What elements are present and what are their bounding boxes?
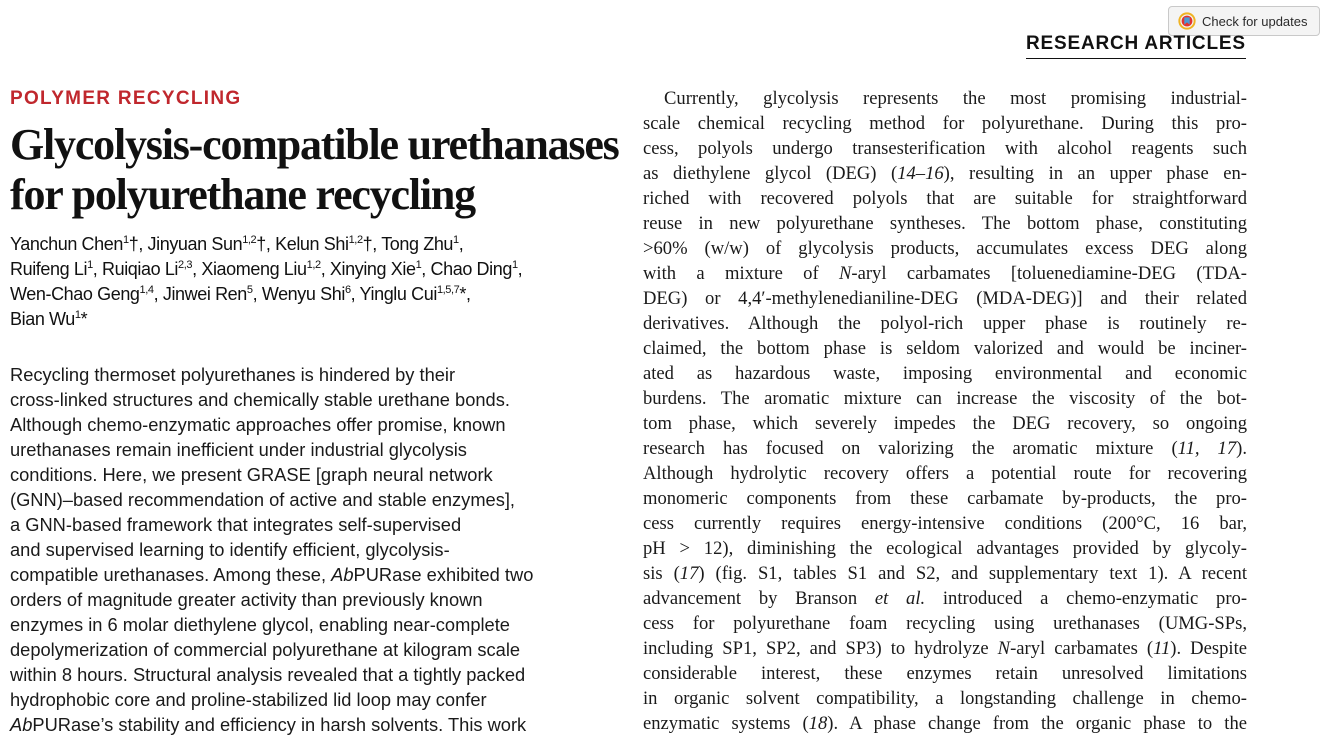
author-affiliation: 1 xyxy=(415,259,422,271)
abstract-line: hydrophobic core and proline-stabilized lid loop may confer xyxy=(10,689,487,710)
body-line: cess, polyols undergo transesterification with alcohol reagents such xyxy=(643,138,1247,159)
author-affiliation: 1 xyxy=(511,259,518,271)
body-line: reuse in new polyurethane syntheses. The bottom phase, constituting xyxy=(643,213,1247,234)
check-for-updates-label: Check for updates xyxy=(1202,13,1308,29)
body-line: advancement by Branson et al. introduced a chemo-enzymatic pro- xyxy=(643,588,1248,609)
author-affiliation: 5 xyxy=(246,284,253,296)
author-name[interactable]: Kelun Shi$^{1,2}$† xyxy=(275,234,373,254)
abstract-line: Recycling thermoset polyurethanes is hindered by their xyxy=(10,364,456,385)
author-line: Ruifeng Li$^1$, Ruiqiao Li$^{2,3}$, Xiaomeng Liu$^{1,2}$, Xinying Xie$^1$, Chao Ding$^1$, xyxy=(10,259,523,279)
abstract-line: orders of magnitude greater activity than previously known xyxy=(10,589,483,610)
author-name[interactable]: Xinying Xie$^1$ xyxy=(329,259,422,279)
subject-kicker: POLYMER RECYCLING xyxy=(10,88,242,109)
body-line: >60% (w/w) of glycolysis products, accumulates excess DEG along xyxy=(643,238,1247,259)
left-column xyxy=(10,86,619,737)
abstract xyxy=(10,362,580,737)
abstract-line: cross-linked structures and chemically stable urethane bonds. xyxy=(10,389,510,410)
author-name[interactable]: Chao Ding$^1$ xyxy=(430,259,518,279)
body-line: tom phase, which severely impedes the DEG recovery, so ongoing xyxy=(643,413,1247,434)
author-affiliation: 1 xyxy=(74,309,81,321)
abstract-line: AbPURase’s stability and efficiency in harsh solvents. This work xyxy=(10,714,527,735)
title-line: for polyurethane recycling xyxy=(10,170,475,219)
body-line: Currently, glycolysis represents the most promising industrial- xyxy=(664,88,1247,109)
check-for-updates-button[interactable] xyxy=(1168,6,1320,36)
body-line: enzymatic systems (18). A phase change from the organic phase to the xyxy=(643,713,1248,734)
abstract-line: within 8 hours. Structural analysis revealed that a tightly packed xyxy=(10,664,526,685)
body-line: riched with recovered polyols that are suitable for straightforward xyxy=(643,188,1247,209)
abstract-line: urethanases remain inefficient under industrial glycolysis xyxy=(10,439,467,460)
abstract-line: and supervised learning to identify efficient, glycolysis- xyxy=(10,539,450,560)
author-name[interactable]: Jinyuan Sun$^{1,2}$† xyxy=(147,234,266,254)
author-name[interactable]: Ruifeng Li$^1$ xyxy=(10,259,93,279)
author-affiliation: 6 xyxy=(344,284,351,296)
author-affiliation: 1 xyxy=(122,234,129,246)
author-affiliation: 1,2 xyxy=(242,234,257,246)
body-line: cess for polyurethane foam recycling using urethanases (UMG-SPs, xyxy=(643,613,1247,634)
author-name[interactable]: Yinglu Cui$^{1,5,7}$* xyxy=(359,284,467,304)
author-line: Yanchun Chen$^1$†, Jinyuan Sun$^{1,2}$†, Kelun Shi$^{1,2}$†, Tong Zhu$^1$, xyxy=(10,234,464,254)
author-affiliation: 1,2 xyxy=(306,259,321,271)
article-title xyxy=(10,120,619,220)
author-name[interactable]: Xiaomeng Liu$^{1,2}$ xyxy=(201,259,321,279)
author-name[interactable]: Yanchun Chen$^1$† xyxy=(10,234,139,254)
body-line: DEG) or 4,4′-methylenedianiline-DEG (MDA-DEG)] and their related xyxy=(643,288,1247,309)
body-line: burdens. The aromatic mixture can increase the viscosity of the bot- xyxy=(643,388,1247,409)
author-line: Wen-Chao Geng$^{1,4}$, Jinwei Ren$^5$, Wenyu Shi$^6$, Yinglu Cui$^{1,5,7}$*, xyxy=(10,284,471,304)
body-line: scale chemical recycling method for polyurethane. During this pro- xyxy=(643,113,1247,134)
author-name[interactable]: Wenyu Shi$^6$ xyxy=(261,284,351,304)
body-line: pH > 12), diminishing the ecological advantages provided by glycoly- xyxy=(643,538,1247,559)
author-name[interactable]: Jinwei Ren$^5$ xyxy=(162,284,253,304)
abstract-line: Although chemo-enzymatic approaches offer promise, known xyxy=(10,414,506,435)
body-text-column xyxy=(643,86,1247,736)
body-line: considerable interest, these enzymes retain unresolved limitations xyxy=(643,663,1247,684)
crossmark-icon xyxy=(1178,12,1196,30)
body-line: as diethylene glycol (DEG) (14–16), resulting in an upper phase en- xyxy=(643,163,1247,184)
author-affiliation: 1,4 xyxy=(139,284,154,296)
body-line: with a mixture of N-aryl carbamates [toluenediamine-DEG (TDA- xyxy=(643,263,1247,284)
author-affiliation: 1 xyxy=(87,259,93,271)
abstract-line: a GNN-based framework that integrates self-supervised xyxy=(10,514,462,535)
abstract-line: compatible urethanases. Among these, AbPURase exhibited two xyxy=(10,564,534,585)
body-line: sis (17) (fig. S1, tables S1 and S2, and supplementary text 1). A recent xyxy=(643,563,1247,584)
author-list xyxy=(10,232,580,332)
author-name[interactable]: Bian Wu$^1$* xyxy=(10,309,88,329)
abstract-line: conditions. Here, we present GRASE [graph neural network xyxy=(10,464,493,485)
author-name[interactable]: Wen-Chao Geng$^{1,4}$ xyxy=(10,284,154,304)
author-affiliation: 1,5,7 xyxy=(436,284,460,296)
body-line: cess currently requires energy-intensive conditions (200°C, 16 bar, xyxy=(643,513,1247,534)
section-label: RESEARCH ARTICLES xyxy=(1026,33,1246,59)
author-line xyxy=(10,307,580,332)
body-line: in organic solvent compatibility, a longstanding challenge in chemo- xyxy=(643,688,1247,709)
author-affiliation: 1,2 xyxy=(348,234,363,246)
abstract-line: depolymerization of commercial polyurethane at kilogram scale xyxy=(10,639,521,660)
author-affiliation: 2,3 xyxy=(178,259,193,271)
abstract-line: enzymes in 6 molar diethylene glycol, enabling near-complete xyxy=(10,614,510,635)
title-line: Glycolysis-compatible urethanases xyxy=(10,120,619,169)
abstract-line: (GNN)–based recommendation of active and stable enzymes], xyxy=(10,489,516,510)
body-line: monomeric components from these carbamate by-products, the pro- xyxy=(643,488,1247,509)
author-name[interactable]: Ruiqiao Li$^{2,3}$ xyxy=(101,259,193,279)
body-line: derivatives. Although the polyol-rich upper phase is routinely re- xyxy=(643,313,1247,334)
body-line: claimed, the bottom phase is seldom valorized and would be inciner- xyxy=(643,338,1247,359)
body-line: Although hydrolytic recovery offers a potential route for recovering xyxy=(643,463,1247,484)
body-line: research has focused on valorizing the aromatic mixture (11, 17). xyxy=(643,438,1247,459)
body-line: ated as hazardous waste, imposing environmental and economic xyxy=(643,363,1247,384)
author-affiliation: 1 xyxy=(453,234,459,246)
body-line: including SP1, SP2, and SP3) to hydrolyze N-aryl carbamates (11). Despite xyxy=(643,638,1247,659)
author-name[interactable]: Tong Zhu$^1$ xyxy=(381,234,459,254)
